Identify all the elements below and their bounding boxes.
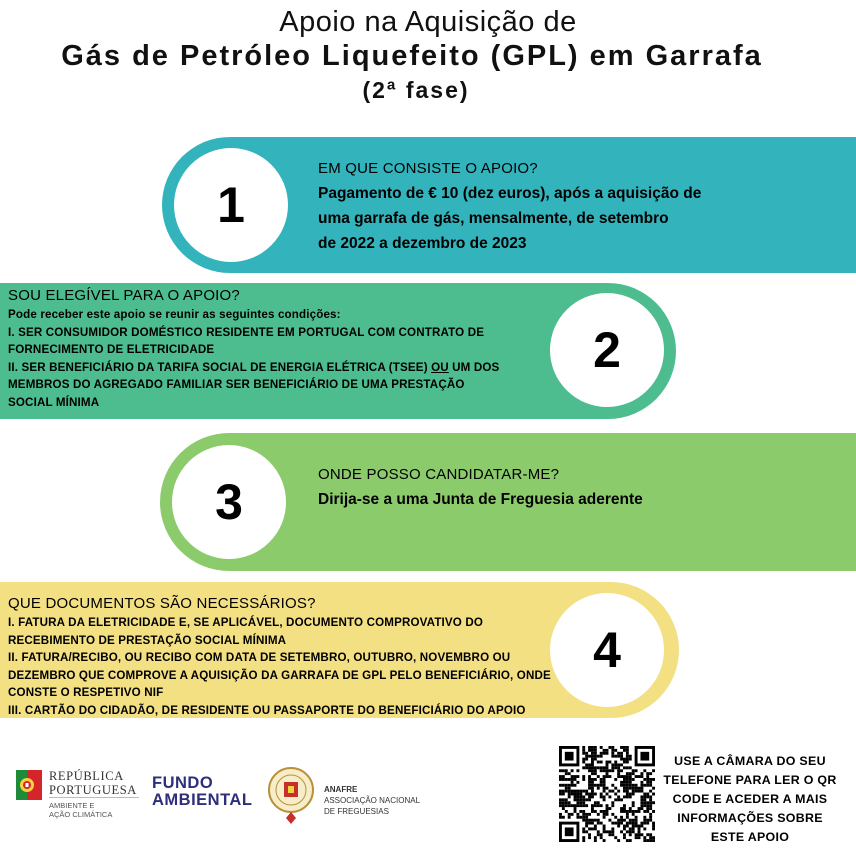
section-1-body-line: de 2022 a dezembro de 2023 bbox=[318, 235, 527, 252]
anafre-title: ANAFRE bbox=[324, 785, 358, 794]
qr-code[interactable] bbox=[559, 746, 655, 842]
qr-instruction-line: ESTE APOIO bbox=[710, 830, 790, 844]
section-3-number: 3 bbox=[172, 445, 286, 559]
section-2-item-part: UM DOS bbox=[452, 360, 500, 374]
section-2-number: 2 bbox=[550, 293, 664, 407]
logo-divider bbox=[49, 797, 139, 798]
section-3-heading: ONDE POSSO CANDIDATAR-ME? bbox=[318, 466, 560, 483]
section-3-body: Dirija-se a uma Junta de Freguesia aderente bbox=[318, 491, 643, 508]
title-line-2: Gás de Petróleo Liquefeito (GPL) em Garrafa bbox=[61, 40, 763, 72]
section-2-item bbox=[8, 359, 568, 377]
section-4-line: II. FATURA/RECIBO, OU RECIBO COM DATA DE SETEMBRO, OUTUBRO, NOVEMBRO OU bbox=[8, 651, 511, 664]
section-1-text bbox=[318, 160, 701, 256]
section-2-heading: SOU ELEGÍVEL PARA O APOIO? bbox=[8, 287, 240, 304]
section-4-text bbox=[8, 595, 568, 719]
qr-instruction-line: USE A CÂMARA DO SEU bbox=[674, 754, 826, 768]
section-1-number: 1 bbox=[174, 148, 288, 262]
section-1-body-line: Pagamento de € 10 (dez euros), após a aquisição de bbox=[318, 185, 702, 202]
portuguesa-text: PORTUGUESA bbox=[49, 783, 137, 797]
qr-instructions bbox=[660, 752, 840, 847]
qr-instruction-line: TELEFONE PARA LER O QR bbox=[663, 773, 837, 787]
anafre-logo bbox=[266, 766, 436, 828]
anafre-line: ASSOCIAÇÃO NACIONAL bbox=[324, 796, 421, 805]
fundo-ambiental-logo bbox=[152, 775, 262, 815]
ambiental-text: AMBIENTAL bbox=[152, 791, 253, 809]
anafre-seal-icon bbox=[266, 766, 316, 828]
qr-finder-pattern bbox=[565, 827, 574, 836]
section-2-item-part: II. SER BENEFICIÁRIO DA TARIFA SOCIAL DE ENERGIA ELÉTRICA (TSEE) bbox=[8, 360, 428, 374]
portugal-flag-icon bbox=[16, 768, 44, 802]
section-2-item: FORNECIMENTO DE ELETRICIDADE bbox=[8, 343, 215, 356]
section-4-number: 4 bbox=[550, 593, 664, 707]
qr-instruction-line: INFORMAÇÕES SOBRE bbox=[677, 811, 823, 825]
section-4-line: CONSTE O RESPETIVO NIF bbox=[8, 686, 164, 699]
ministry-line: AMBIENTE E bbox=[49, 801, 95, 810]
section-2-intro: Pode receber este apoio se reunir as seguintes condições: bbox=[8, 308, 341, 321]
section-1-heading: EM QUE CONSISTE O APOIO? bbox=[318, 160, 538, 177]
section-4-line: I. FATURA DA ELETRICIDADE E, SE APLICÁVEL, DOCUMENTO COMPROVATIVO DO bbox=[8, 616, 484, 629]
section-1-body-line: uma garrafa de gás, mensalmente, de setembro bbox=[318, 210, 669, 227]
section-4-heading: QUE DOCUMENTOS SÃO NECESSÁRIOS? bbox=[8, 595, 316, 612]
republica-portuguesa-logo bbox=[16, 766, 141, 826]
section-2-item: MEMBROS DO AGREGADO FAMILIAR SER BENEFICIÁRIO DE UMA PRESTAÇÃO bbox=[8, 378, 465, 391]
section-2-item: I. SER CONSUMIDOR DOMÉSTICO RESIDENTE EM PORTUGAL COM CONTRATO DE bbox=[8, 325, 485, 339]
qr-finder-pattern bbox=[565, 752, 574, 761]
title-line-3: (2ª fase) bbox=[362, 77, 470, 103]
republica-text: REPÚBLICA bbox=[49, 769, 124, 783]
section-2-item: SOCIAL MÍNIMA bbox=[8, 395, 100, 409]
section-2-or: OU bbox=[431, 360, 449, 374]
section-4-line: III. CARTÃO DO CIDADÃO, DE RESIDENTE OU PASSAPORTE DO BENEFICIÁRIO DO APOIO bbox=[8, 703, 526, 717]
section-4-line: RECEBIMENTO DE PRESTAÇÃO SOCIAL MÍNIMA bbox=[8, 633, 287, 647]
fundo-text: FUNDO bbox=[152, 774, 214, 792]
section-3-text bbox=[318, 466, 643, 512]
section-4-line: DEZEMBRO QUE COMPROVE A AQUISIÇÃO DA GARRAFA DE GPL PELO BENEFICIÁRIO, ONDE bbox=[8, 668, 551, 682]
ministry-line: AÇÃO CLIMÁTICA bbox=[49, 810, 113, 819]
qr-instruction-line: CODE E ACEDER A MAIS bbox=[672, 792, 828, 806]
section-2-text bbox=[8, 287, 568, 411]
title-line-1: Apoio na Aquisição de bbox=[279, 6, 577, 38]
qr-finder-pattern bbox=[640, 752, 649, 761]
anafre-line: DE FREGUESIAS bbox=[324, 807, 389, 816]
